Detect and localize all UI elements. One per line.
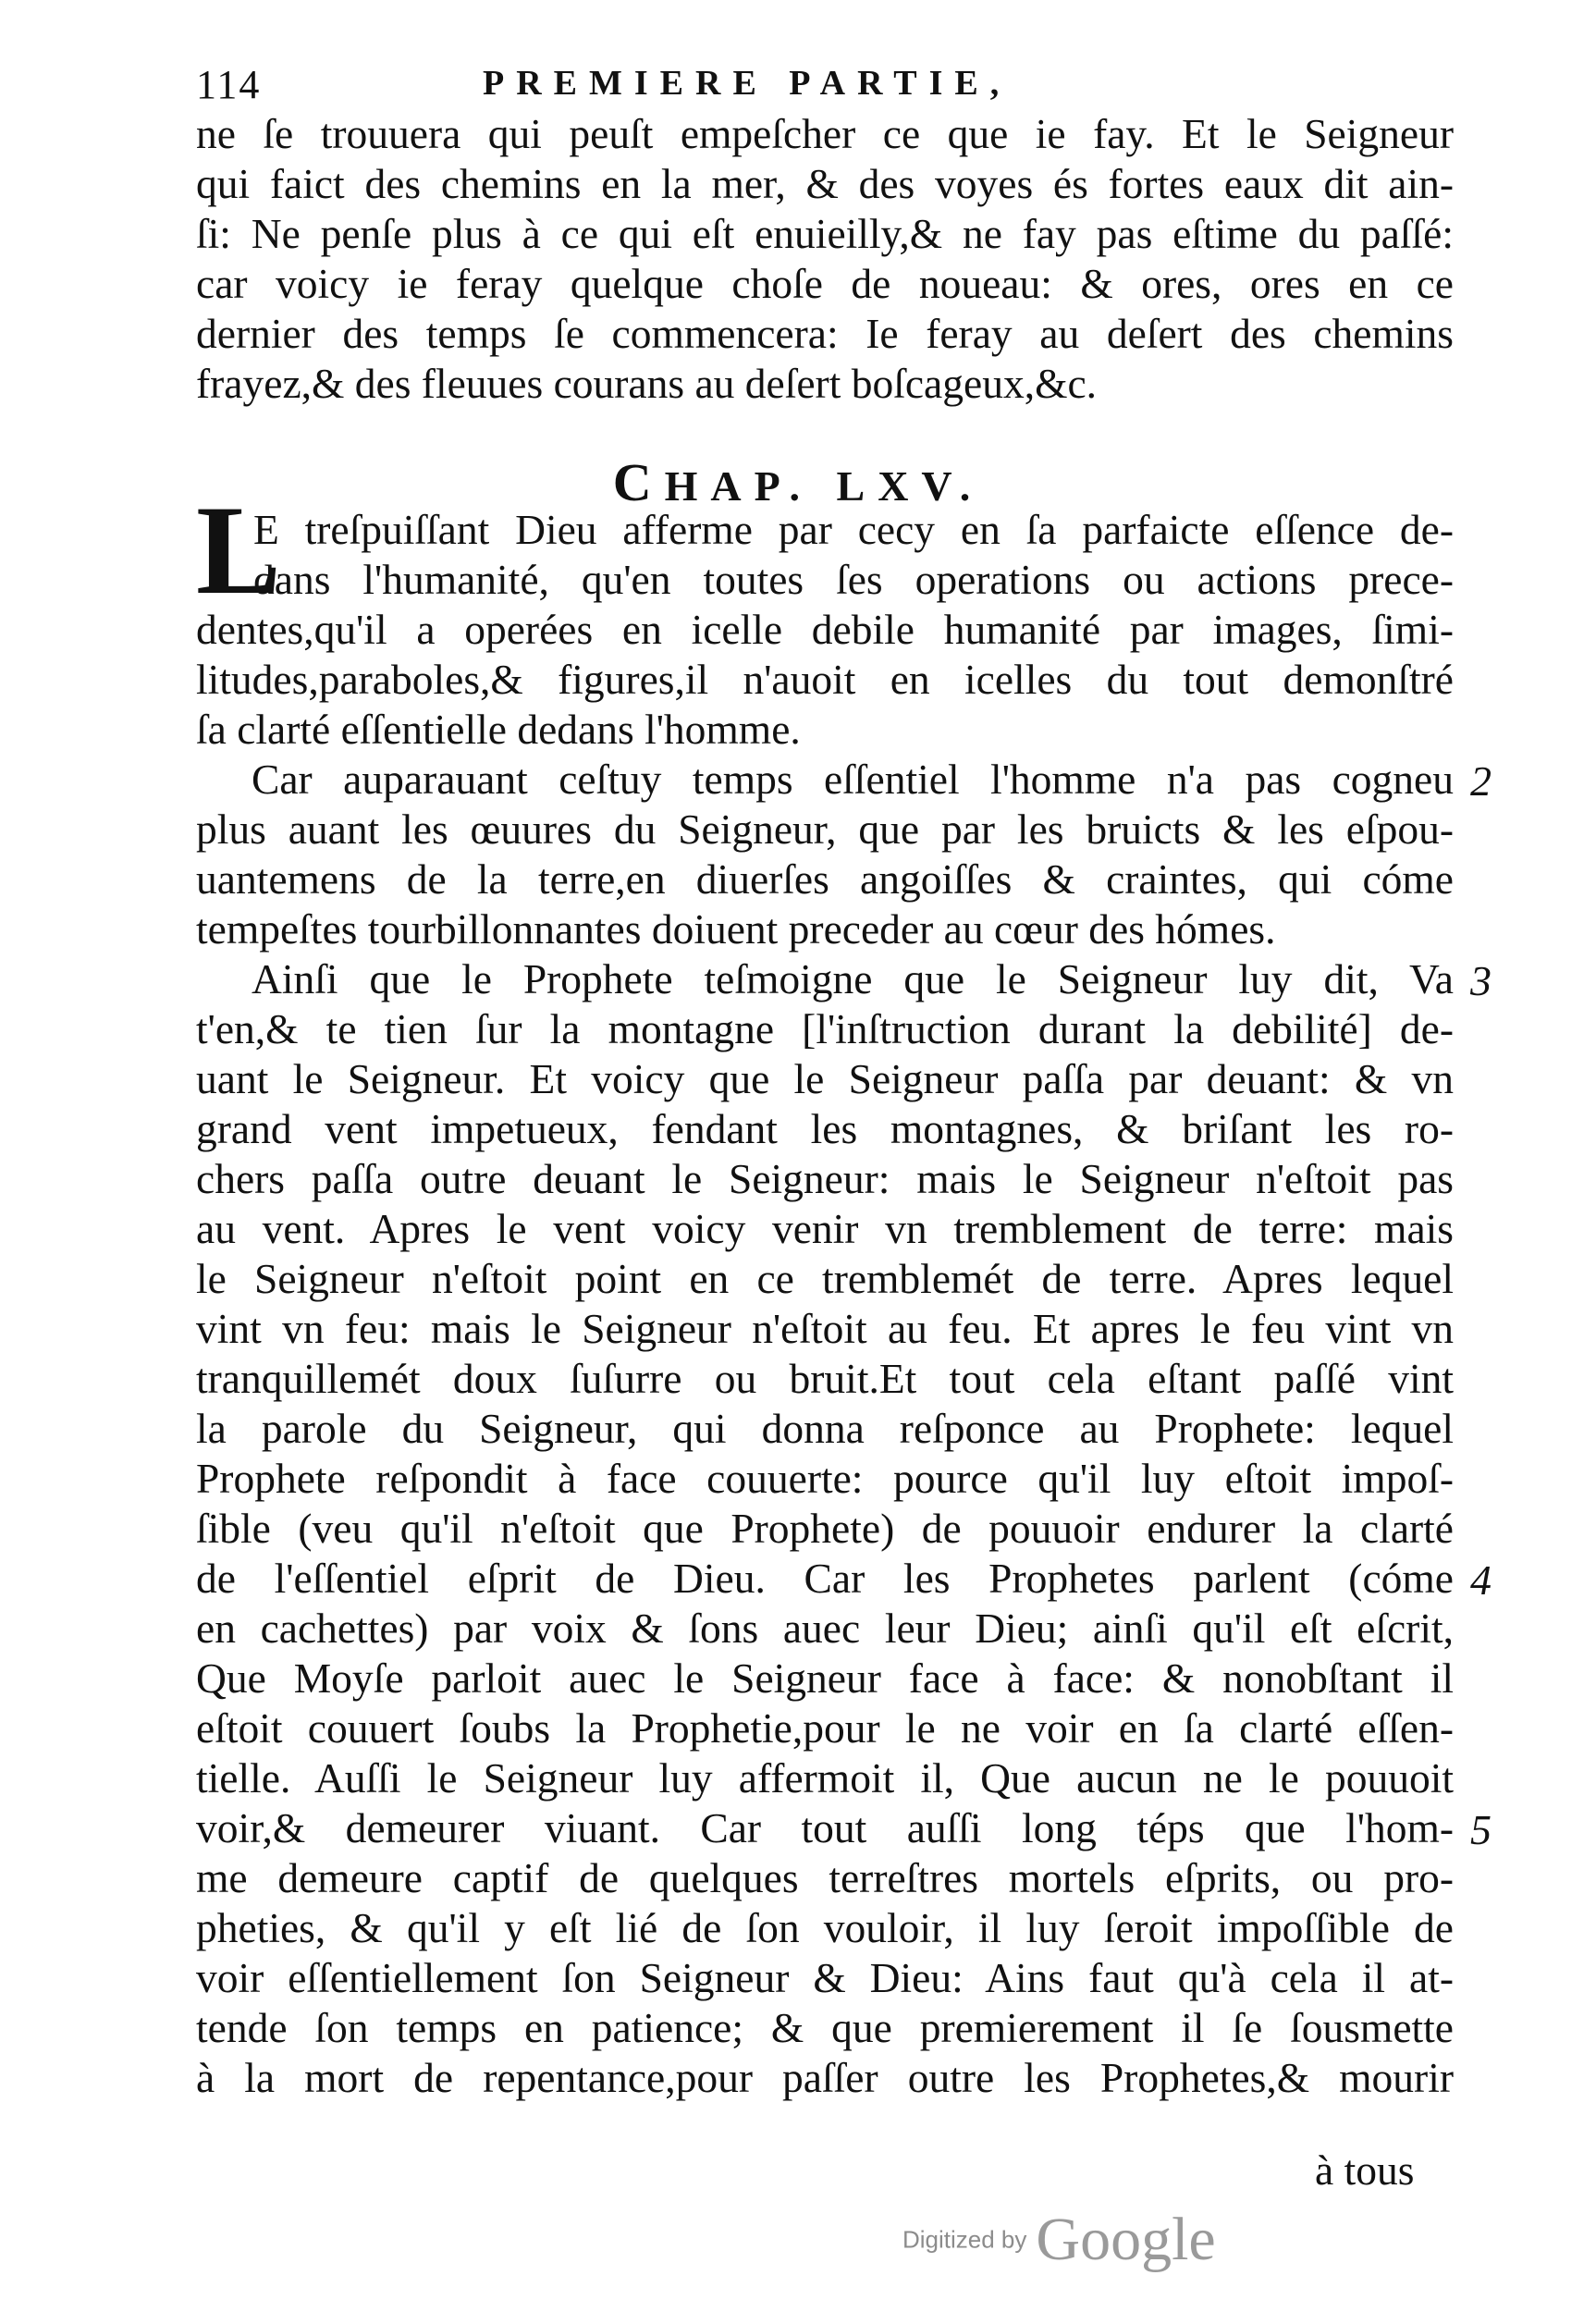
text-line: voir eſſentiellement ſon Seigneur & Dieu: Ains faut qu'à cela il at-	[196, 1954, 1454, 2001]
text-line: tielle. Auſſi le Seigneur luy affermoit il, Que aucun ne le pouuoit	[196, 1754, 1454, 1802]
text-line: t'en,& te tien ſur la montagne [l'inſtruction durant la debilité] de-	[196, 1005, 1454, 1052]
text-line: plus auant les œuures du Seigneur, que par les bruicts & les eſpou-	[196, 806, 1454, 853]
digitized-by-text: Digitized by	[902, 2225, 1027, 2254]
text-line: tende ſon temps en patience; & que premierement il ſe ſousmette	[196, 2004, 1454, 2051]
google-logo: Google	[1036, 2206, 1216, 2273]
text-line: le Seigneur n'eſtoit point en ce tremblemét de terre. Apres lequel	[196, 1255, 1454, 1302]
text-line: dans l'humanité, qu'en toutes ſes operations ou actions prece-	[253, 556, 1454, 603]
page-header	[196, 61, 1454, 117]
text-line: uantemens de la terre,en diuerſes angoiſſes & craintes, qui cóme	[196, 855, 1454, 903]
text-line: à la mort de repentance,pour paſſer outre les Prophetes,& mourir	[196, 2054, 1454, 2101]
text-line: vint vn feu: mais le Seigneur n'eſtoit au feu. Et apres le feu vint vn	[196, 1305, 1454, 1352]
text-line: dernier des temps ſe commencera: Ie feray au deſert des chemins	[196, 310, 1454, 357]
text-line: eſtoit couuert ſoubs la Prophetie,pour le ne voir en ſa clarté eſſen-	[196, 1704, 1454, 1752]
text-line: me demeure captif de quelques terreſtres mortels eſprits, ou pro-	[196, 1854, 1454, 1901]
continued-paragraph	[196, 109, 1454, 409]
text-line: la parole du Seigneur, qui donna reſponce au Prophete: lequel	[196, 1405, 1454, 1452]
main-text	[196, 505, 1454, 2103]
text-line: litudes,paraboles,& figures,il n'auoit en icelles du tout demonſtré	[196, 656, 1454, 703]
text-line: Ainſi que le Prophete teſmoigne que le Seigneur luy dit, Va	[252, 955, 1454, 1002]
text-line: frayez,& des fleuues courans au deſert boſcageux,&c.	[196, 360, 1098, 407]
margin-verse-number: 4	[1470, 1556, 1492, 1604]
text-line: ne ſe trouuera qui peuſt empeſcher ce que ie fay. Et le Seigneur	[196, 110, 1454, 157]
text-line: ſible (veu qu'il n'eſtoit que Prophete) de pouuoir endurer la clarté	[196, 1505, 1454, 1552]
text-line: ſi: Ne penſe plus à ce qui eſt enuieilly,& ne fay pas eſtime du paſſé:	[196, 210, 1454, 257]
page-number: 114	[196, 62, 262, 107]
margin-verse-number: 3	[1470, 957, 1492, 1004]
text-line: uant le Seigneur. Et voicy que le Seigneur paſſa par deuant: & vn	[196, 1055, 1454, 1102]
text-line: Prophete reſpondit à face couuerte: pource qu'il luy eſtoit impoſ-	[196, 1455, 1454, 1502]
running-head: PREMIERE PARTIE,	[483, 64, 1012, 103]
digitization-watermark	[902, 2205, 1216, 2279]
text-line: chers paſſa outre deuant le Seigneur: mais le Seigneur n'eſtoit pas	[196, 1155, 1454, 1202]
text-line: car voicy ie feray quelque choſe de noueau: & ores, ores en ce	[196, 260, 1454, 307]
text-line: tranquillemét doux ſuſurre ou bruit.Et tout cela eſtant paſſé vint	[196, 1355, 1454, 1402]
text-line: voir,& demeurer viuant. Car tout auſſi long téps que l'hom-	[196, 1804, 1454, 1851]
text-line: dentes,qu'il a operées en icelle debile humanité par images, ſimi-	[196, 606, 1454, 653]
text-line: ſa clarté eſſentielle dedans l'homme.	[196, 706, 801, 753]
margin-verse-number: 2	[1470, 757, 1492, 805]
text-line: Car auparauant ceſtuy temps eſſentiel l'homme n'a pas cogneu	[252, 756, 1454, 803]
text-line: Que Moyſe parloit auec le Seigneur face à face: & nonobſtant il	[196, 1654, 1454, 1702]
text-line: au vent. Apres le vent voicy venir vn tremblement de terre: mais	[196, 1205, 1454, 1252]
text-line: qui faict des chemins en la mer, & des voyes és fortes eaux dit ain-	[196, 160, 1454, 207]
text-line: E treſpuiſſant Dieu afferme par cecy en ſa parfaicte eſſence de-	[253, 506, 1454, 553]
text-line: pheties, & qu'il y eſt lié de ſon vouloir, il luy ſeroit impoſſible de	[196, 1904, 1454, 1951]
drop-cap: L	[196, 479, 282, 621]
chapter-heading-initial: C	[612, 452, 665, 512]
text-line: tempeſtes tourbillonnantes doiuent preceder au cœur des hómes.	[196, 905, 1276, 953]
catchword: à tous	[1315, 2146, 1415, 2194]
margin-verse-number: 5	[1470, 1806, 1492, 1853]
chapter-heading-text: HAP. LXV.	[664, 462, 984, 510]
text-line: grand vent impetueux, fendant les montagnes, & briſant les ro-	[196, 1105, 1454, 1152]
text-line: de l'eſſentiel eſprit de Dieu. Car les Prophetes parlent (cóme	[196, 1555, 1454, 1602]
text-line: en cachettes) par voix & ſons auec leur Dieu; ainſi qu'il eſt eſcrit,	[196, 1605, 1454, 1652]
